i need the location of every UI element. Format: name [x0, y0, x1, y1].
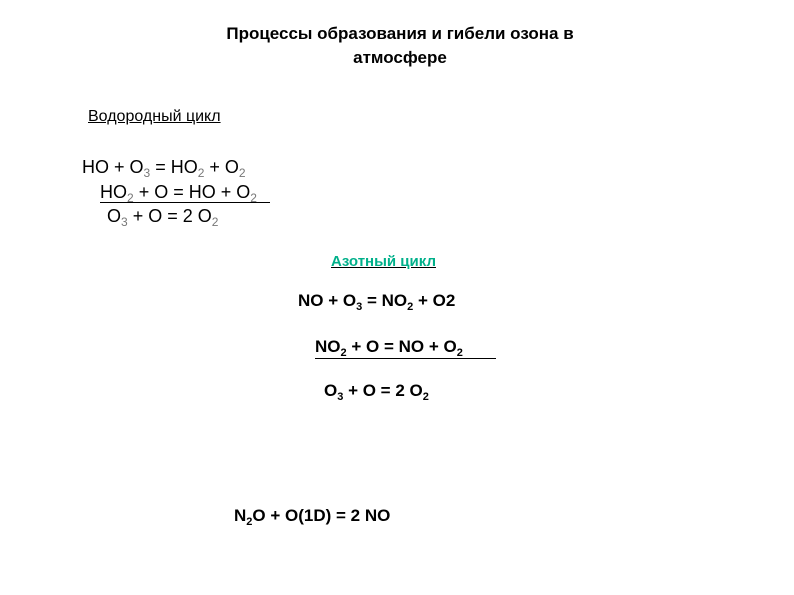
- hydrogen-equation-2-underline: [100, 202, 270, 203]
- eq-subscript: 2: [456, 347, 463, 359]
- nitrogen-equation-2-underline: [315, 358, 496, 359]
- eq-subscript: 3: [143, 166, 151, 180]
- eq-part: N: [234, 506, 247, 525]
- eq-subscript: 2: [246, 516, 253, 528]
- eq-part: NO + O: [298, 291, 357, 310]
- eq-subscript: 2: [238, 166, 246, 180]
- eq-part: + O = 2 O: [127, 206, 212, 226]
- eq-part: + O = 2 O: [343, 381, 423, 400]
- eq-subscript: 2: [422, 391, 429, 403]
- eq-part: = NO: [362, 291, 408, 310]
- eq-subscript: 2: [340, 347, 347, 359]
- nitrogen-equation-4: [234, 505, 390, 533]
- eq-subscript: 2: [250, 191, 257, 205]
- eq-subscript: 2: [127, 191, 134, 205]
- eq-part: + O2: [413, 291, 456, 310]
- eq-part: O: [107, 206, 122, 226]
- eq-part: = HO: [150, 157, 198, 177]
- eq-subscript: 2: [197, 166, 205, 180]
- eq-part: O: [324, 381, 338, 400]
- nitrogen-equation-3: [324, 380, 429, 408]
- title-line-2: атмосфере: [353, 48, 447, 67]
- nitrogen-cycle-heading: Азотный цикл: [331, 253, 436, 270]
- eq-part: + O = NO + O: [346, 337, 457, 356]
- eq-part: + O = HO + O: [133, 182, 251, 202]
- hydrogen-cycle-heading: Водородный цикл: [88, 108, 221, 125]
- eq-part: HO + O: [82, 157, 144, 177]
- eq-part: HO: [100, 182, 127, 202]
- eq-part: + O: [204, 157, 239, 177]
- title-line-1: Процессы образования и гибели озона в: [226, 24, 574, 43]
- eq-subscript: 2: [211, 215, 219, 229]
- eq-part: O + O(1D) = 2 NO: [252, 506, 391, 525]
- eq-subscript: 3: [121, 215, 128, 229]
- nitrogen-equation-2: [315, 336, 463, 364]
- eq-subscript: 3: [356, 301, 363, 313]
- eq-subscript: 3: [337, 391, 344, 403]
- hydrogen-equation-3: [107, 205, 218, 233]
- eq-part: NO: [315, 337, 341, 356]
- slide-title: [170, 22, 630, 70]
- eq-subscript: 2: [407, 301, 414, 313]
- nitrogen-equation-1: [298, 290, 455, 318]
- hydrogen-equation-1: [82, 156, 246, 184]
